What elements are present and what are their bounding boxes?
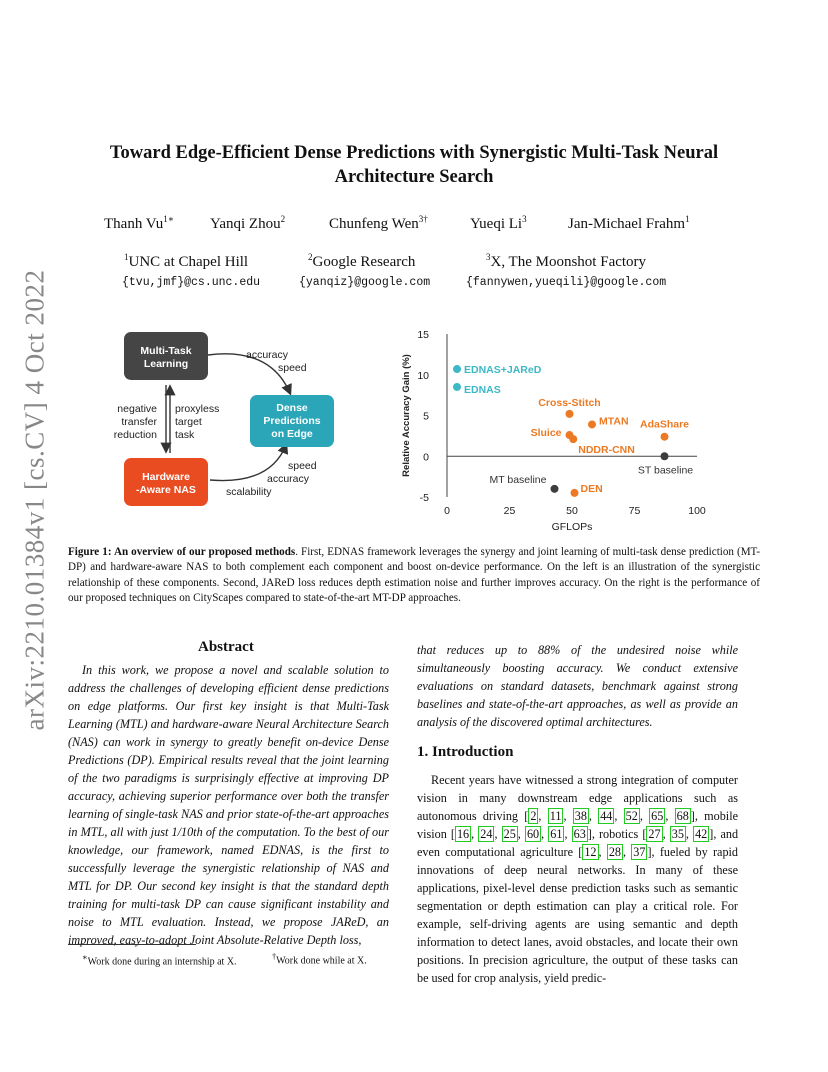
email-2: {yanqiz}@google.com	[299, 276, 431, 289]
abstract-text: In this work, we propose a novel and scalable solution to address the challenges of developing efficient dense predictions on edge platforms. Our first key insight is that Multi-Task Learning (MTL) and hardware-aware Neural Architecture Search (NAS) can work in synergy to greatly benefit on-device Dense Predictions (DP). Empirical results reveal that the joint learning of the two paradigms is surprisingly effective at improving DP accuracy, achieving superior performance over both the transfer learning of single-task NAS and prior state-of-the-art approaches in MTL, all with just 1/10th of the computation. To the best of our knowledge, our framework, named EDNAS, is the first to successfully leverage the synergistic relationship of NAS and MTL for DP. Our second key insight is that the standard depth training for multi-task DP can cause significant instability and noise to MTL evaluation. Instead, we propose JAReD, an improved, easy-to-adopt Joint Absolute-Relative Depth loss,	[68, 663, 389, 947]
label-negative-3: reduction	[113, 429, 157, 441]
affiliation-1: $^1$UNC at Chapel Hill	[124, 252, 249, 270]
chart-x-tick-label: 0	[444, 505, 450, 517]
introduction-body	[417, 771, 738, 987]
label-speed-bottom: speed	[288, 460, 317, 472]
point-label-nddr-cnn: NDDR-CNN	[578, 444, 635, 457]
chart-x-tick-label: 25	[503, 505, 516, 517]
point-label-mtan: MTAN	[599, 415, 629, 428]
citation-link[interactable]: 37	[633, 845, 646, 859]
point-mtan	[588, 420, 596, 428]
title-line-1: Toward Edge-Efficient Dense Predictions with Synergistic Multi-Task Neural	[109, 143, 719, 163]
box-mtl-line-1: Multi-Task	[140, 345, 192, 357]
chart-y-tick-label: -5	[419, 492, 429, 504]
citation-group: 12 , 28 , 37	[584, 845, 646, 859]
citation-link[interactable]: 16	[456, 827, 470, 841]
citation-link[interactable]: 12	[584, 845, 597, 859]
point-adashare	[661, 433, 669, 441]
email-3: {fannywen,yueqili}@google.com	[466, 276, 667, 289]
citation-link[interactable]: 38	[574, 809, 587, 823]
abstract-continued-text: that reduces up to 88% of the undesired noise while simultaneously boosting accuracy. We conduct extensive evaluations on standard datasets, benchmark against strong baselines and state-of-the-art approaches, as well as provide an analysis of the discovered optimal architectures.	[417, 643, 738, 729]
label-proxyless-2: target	[175, 416, 202, 428]
point-nddr-cnn	[569, 435, 577, 443]
chart-x-tick-label: 100	[688, 505, 706, 517]
introduction-heading: 1. Introduction	[417, 744, 514, 760]
point-label-mt-baseline: MT baseline	[489, 473, 547, 486]
citation-link[interactable]: 52	[625, 809, 638, 823]
label-scalability: scalability	[226, 486, 272, 498]
citation-link[interactable]: 63	[573, 827, 586, 841]
chart-x-tick-label: 75	[628, 505, 641, 517]
caption-bold: Figure 1: An overview of our proposed methods	[68, 546, 296, 558]
author-4: Yueqi Li$^3$	[470, 214, 527, 232]
citation-link[interactable]: 65	[651, 809, 664, 823]
abstract-body	[68, 661, 389, 949]
intro-text-1: Recent years have witnessed a strong integration of computer vision in many downstream edge applications such as autonomous driving	[417, 773, 738, 823]
footnote-1: ∗Work done during an internship at X.	[82, 953, 237, 968]
title-line-2: Architecture Search	[334, 167, 494, 187]
email-1: {tvu,jmf}@cs.unc.edu	[122, 276, 261, 289]
caption-text: . First, EDNAS framework leverages the synergy and joint learning of multi-task dense prediction (MT-DP) and hardware-aware NAS to both complement each component and boost on-device performance. On the left is an illustration of the synergistic relationship of these components. Second, JAReD loss reduces depth estimation noise and further improves accuracy. On the right is the performance of our proposed techniques on CityScapes compared to state-of-the-art MT-DP approaches.	[68, 546, 761, 604]
citation-link[interactable]: 35	[671, 827, 684, 841]
citation-link[interactable]: 25	[503, 827, 516, 841]
abstract-heading: Abstract	[198, 639, 254, 655]
synergy-diagram	[100, 325, 390, 515]
citation-link[interactable]: 61	[550, 827, 563, 841]
point-ednas-jared	[453, 365, 461, 373]
paper-title	[80, 141, 748, 189]
box-dense-line-2: Predictions	[263, 415, 321, 427]
citation-link[interactable]: 60	[526, 827, 540, 841]
citation-link[interactable]: 42	[695, 827, 708, 841]
citation-link[interactable]: 27	[648, 827, 661, 841]
citation-group: 2 , 11 , 38 , 44 , 52 , 65 , 68	[530, 809, 689, 823]
box-multi-task-learning	[124, 332, 208, 380]
intro-text-2: , mobile vision	[417, 809, 738, 841]
affiliation-3: $^3$X, The Moonshot Factory	[486, 252, 647, 270]
figure-caption	[68, 545, 760, 606]
point-ednas	[453, 383, 461, 391]
point-mt-baseline	[551, 485, 559, 493]
citation-link[interactable]: 2	[530, 809, 537, 823]
author-5: Jan-Michael Frahm$^1$	[568, 214, 690, 232]
label-accuracy-bottom: accuracy	[267, 473, 310, 485]
point-label-ednas: EDNAS	[464, 383, 501, 396]
accuracy-vs-gflops-chart	[395, 322, 725, 540]
chart-y-axis-label: Relative Accuracy Gain (%)	[401, 354, 412, 477]
chart-y-tick-label: 15	[417, 329, 429, 341]
chart-y-tick-label: 10	[417, 369, 429, 382]
box-mtl-line-2: Learning	[143, 358, 189, 370]
chart-x-axis-label: GFLOPs	[551, 521, 593, 533]
footnote-2: †Work done while at X.	[272, 952, 367, 967]
box-dense-line-1: Dense	[276, 402, 308, 414]
point-label-sluice: Sluice	[530, 427, 562, 440]
intro-text-3: , robotics	[591, 827, 643, 841]
citation-link[interactable]: 68	[676, 809, 689, 823]
citation-group: 16 , 24 , 25 , 60 , 61 , 63	[456, 827, 586, 841]
box-hardware-aware-nas	[124, 458, 208, 506]
label-proxyless-1: proxyless	[175, 403, 220, 415]
intro-text-5: , fueled by rapid innovations of deep neural networks. In many of these applications, pixel-level dense prediction tasks such as semantic segmentation or depth estimation can play a critical role. For example, self-driving agents are using semantic and depth information to detect lanes, avoid obstacles, and locate their own positions. In precision agriculture, the output of these tasks can be used for crop analysis, yield predic-	[417, 845, 739, 985]
affiliation-2: $^2$Google Research	[308, 252, 416, 270]
chart-y-tick-label: 5	[423, 410, 429, 423]
point-st-baseline	[661, 452, 669, 460]
point-den	[571, 489, 579, 497]
author-2: Yanqi Zhou$^2$	[210, 214, 286, 232]
chart-y-tick-label: 0	[423, 451, 429, 464]
arxiv-stamp: arXiv:2210.01384v1 [cs.CV] 4 Oct 2022	[19, 269, 50, 731]
label-negative-2: transfer	[121, 416, 157, 428]
author-3: Chunfeng Wen$^{3\dagger}$	[329, 214, 428, 232]
point-cross-stitch	[566, 410, 574, 418]
author-1: Thanh $Vu^{1∗}$	[104, 214, 174, 232]
label-proxyless-3: task	[175, 429, 195, 441]
label-accuracy-top: accuracy	[246, 349, 289, 361]
citation-link[interactable]: 11	[549, 809, 562, 823]
point-label-ednas-jared: EDNAS+JAReD	[464, 364, 542, 377]
citation-group: 27 , 35 , 42	[648, 827, 708, 841]
point-label-st-baseline: ST baseline	[637, 464, 694, 477]
chart-x-tick-label: 50	[566, 505, 578, 517]
footnote-rule	[68, 944, 196, 945]
abstract-continued	[417, 641, 738, 731]
point-label-cross-stitch: Cross-Stitch	[538, 396, 601, 409]
box-nas-line-2: -Aware NAS	[136, 484, 196, 496]
point-label-den: DEN	[580, 482, 603, 495]
citation-link[interactable]: 24	[480, 827, 493, 841]
box-nas-line-1: Hardware	[142, 471, 190, 483]
label-negative-1: negative	[117, 403, 157, 415]
intro-text-4: , and even computational agriculture	[417, 827, 739, 859]
box-dense-predictions	[250, 395, 334, 447]
point-label-adashare: AdaShare	[639, 418, 690, 431]
introduction-paragraph: Recent years have witnessed a strong integration of computer vision in many downstream edge applications such as autonomous driving [ 2 , 11 , 38 , 44 , 52 , 65 , 68 ], mobile vision [ 16 , 24 , 25 , 60 , 61 , 63 ], robotics [ 27 , 35 , 42 ], and even computational agriculture [ 12 , 28 , 37 ], fueled by rapid innovations of deep neural networks. In many of these applications, pixel-level dense prediction tasks such as semantic segmentation or depth estimation can play a critical role. For example, self-driving agents are using semantic and depth information to detect lanes, avoid obstacles, and locate their own positions. In precision agriculture, the output of these tasks can be used for crop analysis, yield predic-	[417, 773, 739, 985]
citation-link[interactable]: 44	[600, 809, 613, 823]
citation-link[interactable]: 28	[608, 845, 621, 859]
box-dense-line-3: on Edge	[271, 428, 313, 440]
label-speed-top: speed	[278, 362, 307, 374]
